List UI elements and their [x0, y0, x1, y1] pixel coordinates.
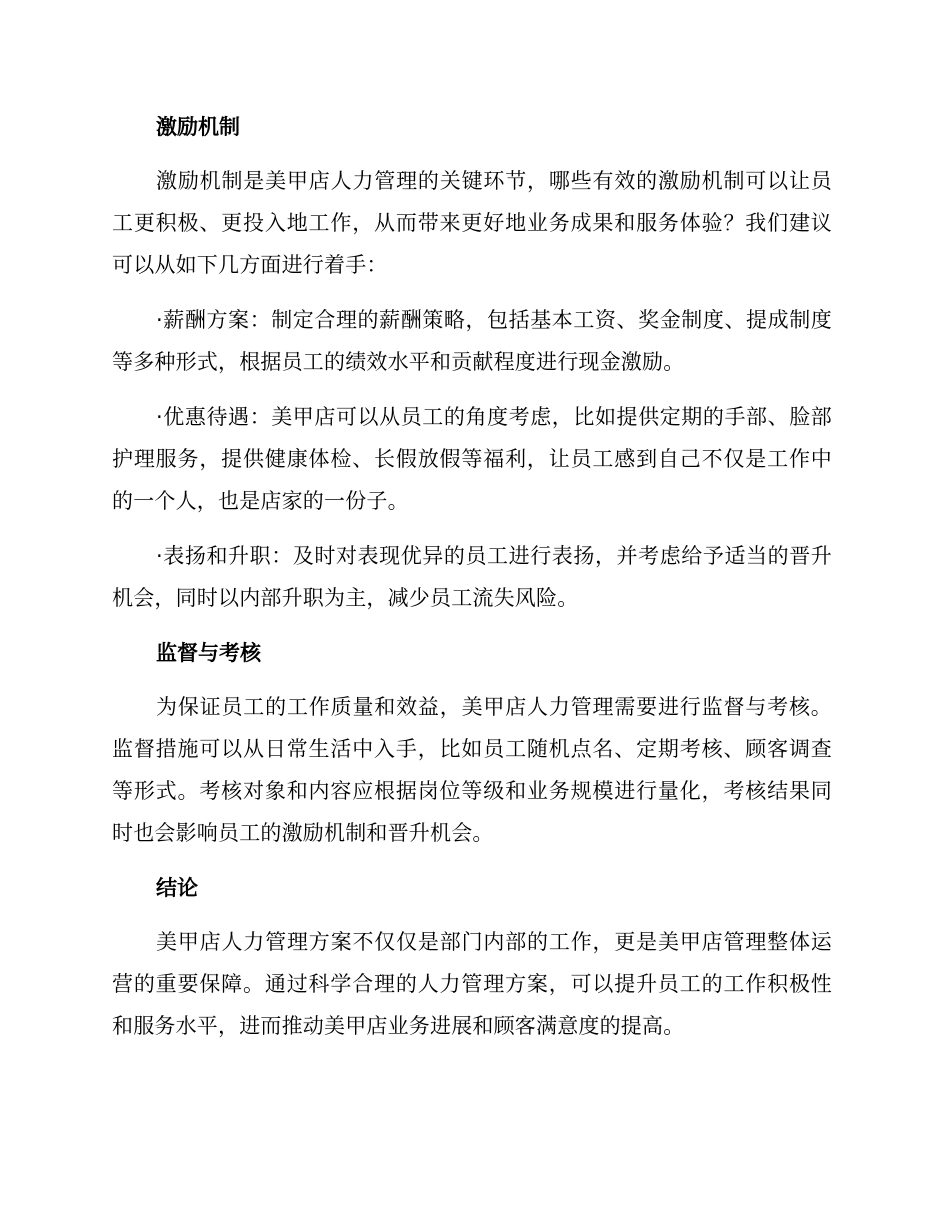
- bullet-text-benefits: 优惠待遇：美甲店可以从员工的角度考虑，比如提供定期的手部、脸部护理服务，提供健康体检、长假放假等福利，让员工感到自己不仅是工作中的一个人，也是店家的一份子。: [112, 405, 832, 513]
- bullet-item-benefits: [112, 396, 832, 522]
- section-heading-incentive: 激励机制: [156, 115, 240, 139]
- supervision-paragraph: 为保证员工的工作质量和效益，美甲店人力管理需要进行监督与考核。监督措施可以从日常生活中入手，比如员工随机点名、定期考核、顾客调查等形式。考核对象和内容应根据岗位等级和业务规模进行量化，考核结果同时也会影响员工的激励机制和晋升机会。: [112, 695, 832, 845]
- bullet-marker: ·: [156, 405, 163, 429]
- bullet-item-salary: [112, 299, 832, 383]
- document-body: [112, 106, 832, 1060]
- bullet-marker: ·: [156, 308, 163, 332]
- bullet-item-promotion: [112, 535, 832, 619]
- bullet-text-promotion: 表扬和升职：及时对表现优异的员工进行表扬，并考虑给予适当的晋升机会，同时以内部升职为主，减少员工流失风险。: [112, 544, 832, 610]
- incentive-intro-paragraph: 激励机制是美甲店人力管理的关键环节，哪些有效的激励机制可以让员工更积极、更投入地工作，从而带来更好地业务成果和服务体验？我们建议可以从如下几方面进行着手：: [112, 169, 832, 277]
- bullet-marker: ·: [156, 544, 163, 568]
- section-heading-conclusion: 结论: [156, 876, 198, 900]
- conclusion-paragraph: 美甲店人力管理方案不仅仅是部门内部的工作，更是美甲店管理整体运营的重要保障。通过科学合理的人力管理方案，可以提升员工的工作积极性和服务水平，进而推动美甲店业务进展和顾客满意度的提高。: [112, 930, 832, 1038]
- section-heading-supervision: 监督与考核: [156, 641, 261, 665]
- bullet-text-salary: 薪酬方案：制定合理的薪酬策略，包括基本工资、奖金制度、提成制度等多种形式，根据员工的绩效水平和贡献程度进行现金激励。: [112, 308, 832, 374]
